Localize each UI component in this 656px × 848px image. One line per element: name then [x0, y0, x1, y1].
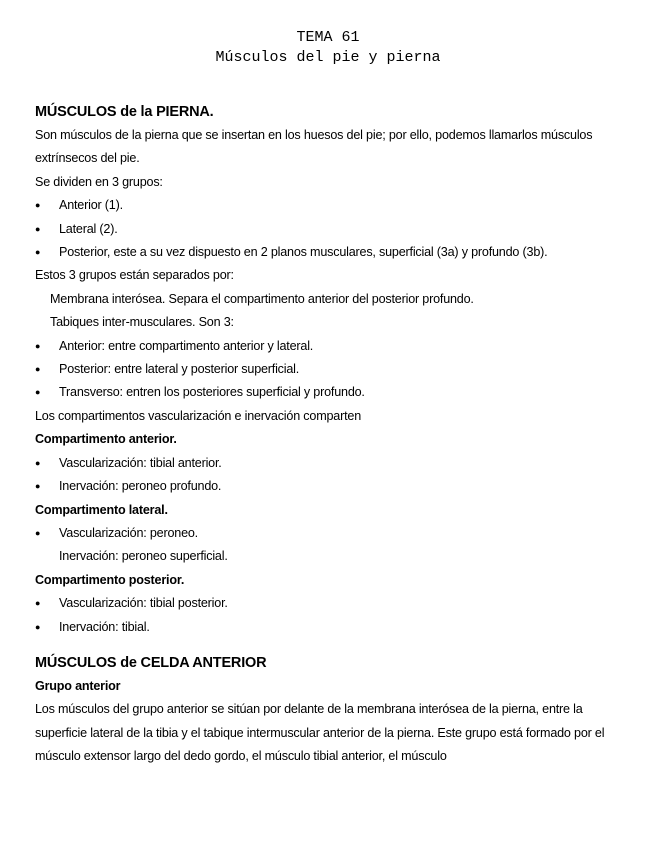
compartment-anterior-list — [35, 452, 635, 499]
separated-lead: Estos 3 grupos están separados por: — [35, 268, 234, 283]
list-item: ● Anterior (1). — [35, 194, 635, 217]
groups-list — [35, 194, 635, 264]
intro-paragraph: Son músculos de la pierna que se insertan en los huesos del pie; por ello, podemos llamarlos músculos extrínsecos del pie. — [35, 128, 593, 166]
list-item: ● Inervación: peroneo profundo. — [35, 475, 635, 498]
list-item: ● Posterior: entre lateral y posterior superficial. — [35, 358, 635, 381]
membrana-text: Membrana interósea. Separa el compartimento anterior del posterior profundo. — [50, 291, 474, 306]
tabiques-text: Tabiques inter-musculares. Son 3: — [50, 315, 234, 330]
list-item: ● Anterior: entre compartimento anterior y lateral. — [35, 335, 635, 358]
groups-lead: Se dividen en 3 grupos: — [35, 174, 163, 189]
compartments-note: Los compartimentos vascularización e inervación comparten — [35, 408, 361, 423]
list-item: ● Vascularización: peroneo. — [35, 522, 635, 545]
tabiques-list — [35, 335, 635, 405]
tema-number: TEMA 61 — [296, 29, 360, 46]
compartment-posterior-heading: Compartimento posterior. — [35, 572, 185, 587]
section-spacer — [35, 639, 635, 651]
compartment-lateral-list — [35, 522, 635, 545]
section-heading-pierna: MÚSCULOS de la PIERNA. — [35, 104, 214, 120]
list-item: ● Vascularización: tibial anterior. — [35, 452, 635, 475]
compartment-lateral-heading: Compartimento lateral. — [35, 502, 168, 517]
lateral-inervacion: Inervación: peroneo superficial. — [59, 549, 228, 564]
compartment-anterior-heading: Compartimento anterior. — [35, 432, 177, 447]
compartment-posterior-list — [35, 592, 635, 639]
grupo-anterior-heading: Grupo anterior — [35, 678, 121, 693]
list-item: ● Posterior, este a su vez dispuesto en 2 planos musculares, superficial (3a) y profundo (3b). — [35, 241, 635, 264]
grupo-anterior-paragraph: Los músculos del grupo anterior se sitúan por delante de la membrana interósea de la pierna, entre la superficie lateral de la tibia y el tabique intermuscular anterior de la pierna. Este grupo está formado por el músculo extensor largo del dedo gordo, el músculo tibial anterior, el músculo — [35, 702, 605, 764]
list-item: ● Transverso: entren los posteriores superficial y profundo. — [35, 381, 635, 404]
document-title-block — [0, 28, 656, 68]
document-subtitle: Músculos del pie y pierna — [215, 49, 441, 66]
section-heading-celda-anterior: MÚSCULOS de CELDA ANTERIOR — [35, 654, 267, 671]
document-body — [35, 100, 635, 805]
list-item: ● Vascularización: tibial posterior. — [35, 592, 635, 615]
list-item: ● Lateral (2). — [35, 218, 635, 241]
list-item: ● Inervación: tibial. — [35, 616, 635, 639]
